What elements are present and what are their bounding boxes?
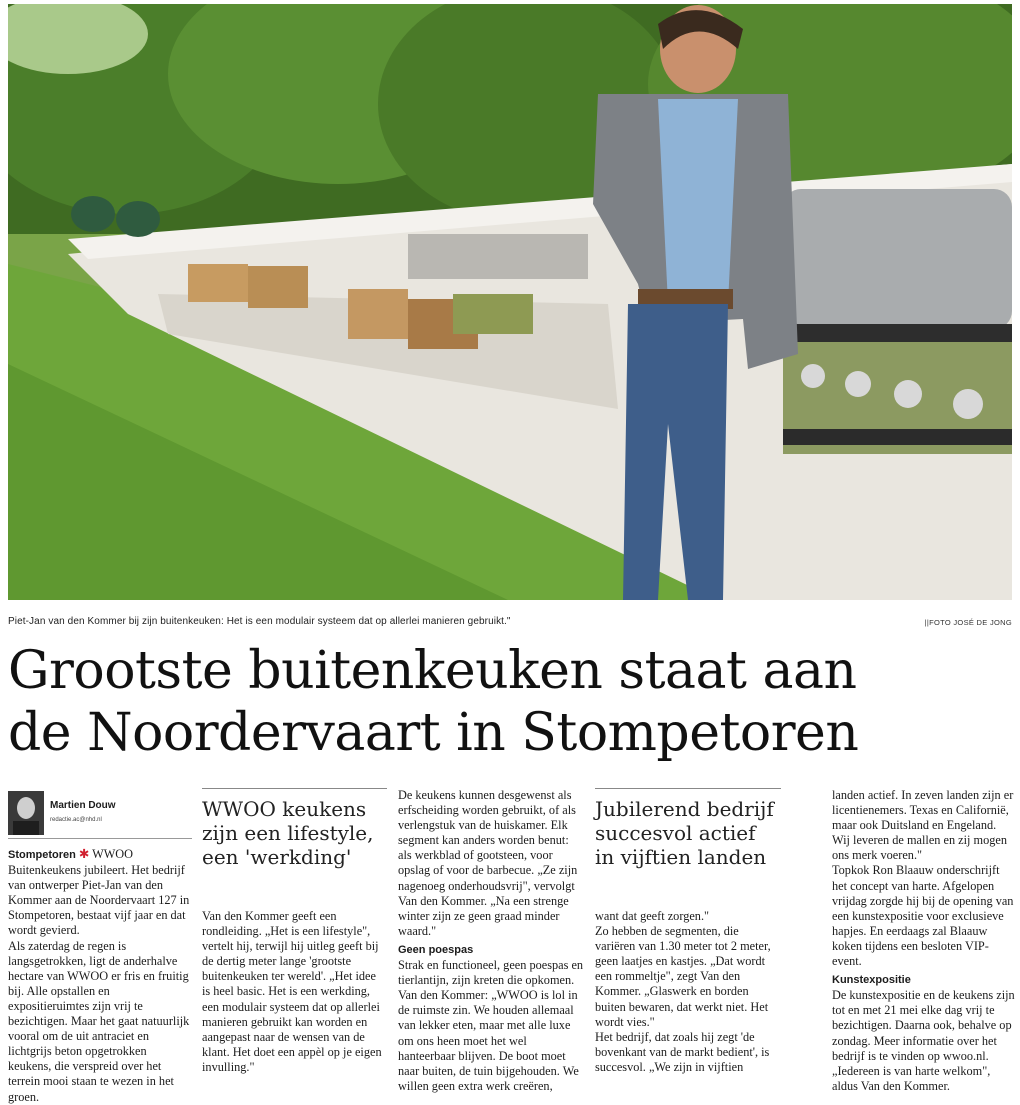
photo-illustration: [8, 4, 1012, 600]
author-name: Martien Douw: [50, 799, 116, 811]
col3-paragraph-1: De keukens kunnen desgewenst als erfscheiding worden gebruikt, of als verlengstuk van de huiskamer. Elk segment kan anders worden benut: als werkblad of gootsteen, voor opslag of voor de barbecue. „Ze zijn nagenoeg onderhoudsvrij", vervolgt Van den Kommer. „Na een strenge winter zijn ze geen graad minder waard.": [398, 788, 578, 938]
headline-line-2: de Noordervaart in Stompetoren: [8, 703, 859, 763]
pull-quote-2: Jubilerend bedrijf succesvol actief in vijftien landen: [595, 788, 781, 893]
subheading-geen-poespas: Geen poespas: [398, 943, 474, 956]
col4-paragraph-3: Het bedrijf, dat zoals hij zegt 'de bovenkant van de markt bedient', is succesvol. „We zijn in vijftien: [595, 1029, 770, 1074]
author-info: [50, 798, 116, 828]
subheading-kunstexpositie: Kunstexpositie: [832, 974, 911, 987]
col5-paragraph-1: landen actief. In zeven landen zijn er licentienemers. Texas en Californië, maar ook Duitsland en Engeland. Wij leveren de mallen en zij mogen ons merk voeren.": [832, 788, 1014, 863]
col5-paragraph-2: Topkok Ron Blaauw onderschrijft het concept van harte. Afgelopen vrijdag zorgde hij bij de opening van een kunstexpositie voor exclusieve hapjes. En eerdaags zal Blaauw koken tijdens een besloten VIP-event.: [832, 863, 1014, 969]
photo-caption: Piet-Jan van den Kommer bij zijn buitenkeuken: Het is een modulair systeem dat op allerlei manieren gebruikt.": [8, 616, 511, 627]
dateline: Stompetoren: [8, 849, 76, 861]
col1-paragraph-2: Als zaterdag de regen is langsgetrokken, ligt de anderhalve hectare van WWOO er fris en fruitig bij. Alle opstallen en expositieruimtes zijn vrij te bezichtigen. Maar het gaat natuurlijk vooral om de uit antraciet en lichtgrijs beton opgetrokken keukens, die verspreid over het terrein mooi staan te wezen in het groen.: [8, 938, 190, 1104]
headline: [8, 640, 1012, 764]
column-4: [595, 788, 781, 1075]
author-box: [8, 788, 192, 839]
column-2: [202, 788, 387, 1075]
col4-paragraph-1: want dat geeft zorgen.": [595, 909, 710, 923]
pull-quote-1: WWOO keukens zijn een lifestyle, een 'werkding': [202, 788, 387, 893]
col2-paragraph-1: Van den Kommer geeft een rondleiding. „Het is een lifestyle", vertelt hij, terwijl hij uitleg geeft bij de dertig meter lange 'grootste buitenkeuken ter wereld'. „Het idee is heel basic. Het is een werkding, een modulair systeem dat op allerlei manieren gebruikt kan worden en aangepast naar de wensen van de klant. Het doet een appèl op je eigen invulling.": [202, 909, 382, 1074]
intro-paragraph: [8, 847, 192, 939]
col3-paragraph-2: Strak en functioneel, geen poespas en tierlantijn, zijn kreten die opkomen. Van den Kommer: „WWOO is lol in de ruimste zin. We houden allemaal van lekker eten, maar met alle luxe om ons heen moet het wel hanteerbaar blijven. De boot moet naar buiten, de tuin bijgehouden. We willen geen extra werk creëren,: [398, 958, 584, 1093]
column-1: [8, 788, 192, 1105]
article-photo: [8, 4, 1012, 600]
photo-credit: ||FOTO JOSÉ DE JONG: [924, 618, 1012, 627]
col5-paragraph-3: De kunstexpositie en de keukens zijn tot en met 21 mei elke dag vrij te bezichtigen. Daarna ook, behalve op zondag. Meer informatie over het bedrijf is te vinden op wwoo.nl. „Iedereen is van harte welkom", aldus Van den Kommer.: [832, 988, 1015, 1093]
headline-line-1: Grootste buitenkeuken staat aan: [8, 641, 857, 701]
col1-paragraph-1: WWOO Buitenkeukens jubileert. Het bedrijf van ontwerper Piet-Jan van den Kommer aan de Noordervaart 127 in Stompetoren, bestaat vijf jaar en dat wordt gevierd.: [8, 847, 190, 938]
column-3: [398, 788, 584, 1094]
author-email: redactie.ac@nhd.nl: [50, 817, 102, 823]
star-icon: ✱: [78, 847, 90, 861]
author-portrait-icon: [8, 791, 44, 835]
author-photo: [8, 791, 44, 835]
column-5: [832, 788, 1016, 1094]
col4-paragraph-2: Zo hebben de segmenten, die variëren van 1.30 meter tot 2 meter, geen laatjes en kastjes. „Dat wordt een rommeltje", zegt Van den Kommer. „Glaswerk en borden buiten bewaren, dat werkt niet. Het wordt vies.": [595, 924, 771, 1029]
